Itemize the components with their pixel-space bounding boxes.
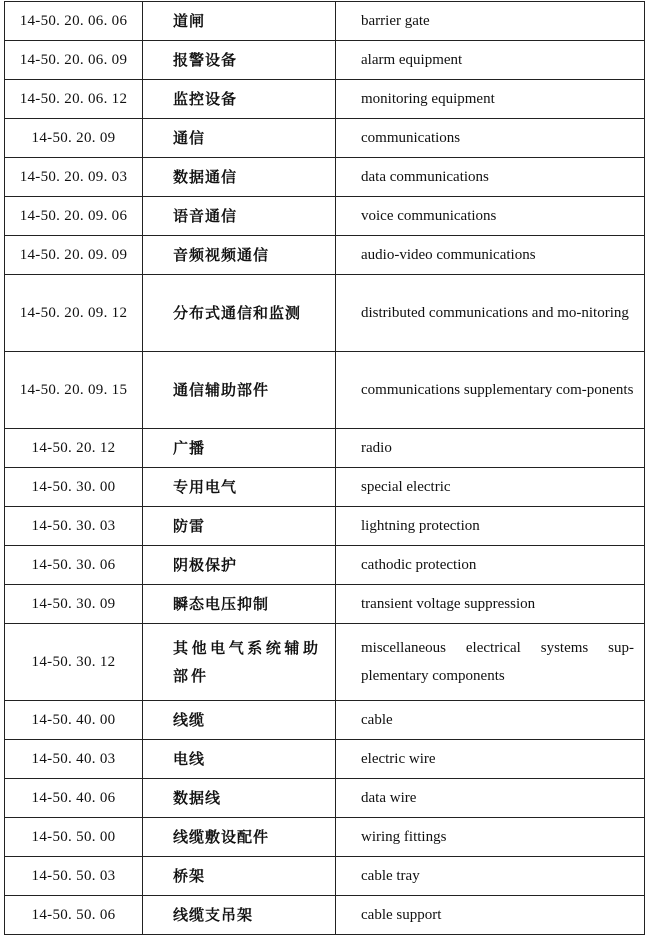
chinese-term-cell: 数据通信 bbox=[143, 158, 336, 197]
table-row bbox=[5, 429, 645, 468]
chinese-term-cell: 通信 bbox=[143, 119, 336, 158]
chinese-term-cell: 瞬态电压抑制 bbox=[143, 585, 336, 624]
code-cell: 14-50. 30. 03 bbox=[5, 507, 143, 546]
code-cell: 14-50. 20. 06. 09 bbox=[5, 41, 143, 80]
code-cell: 14-50. 50. 06 bbox=[5, 896, 143, 935]
english-term-cell: special electric bbox=[336, 468, 645, 507]
code-cell: 14-50. 20. 09. 15 bbox=[5, 352, 143, 429]
english-term-cell: monitoring equipment bbox=[336, 80, 645, 119]
english-term-cell: wiring fittings bbox=[336, 818, 645, 857]
english-term-cell: radio bbox=[336, 429, 645, 468]
english-term-cell: communications bbox=[336, 119, 645, 158]
chinese-term-cell: 音频视频通信 bbox=[143, 236, 336, 275]
code-cell: 14-50. 20. 09. 03 bbox=[5, 158, 143, 197]
code-cell: 14-50. 20. 09. 06 bbox=[5, 197, 143, 236]
chinese-term-cell: 线缆支吊架 bbox=[143, 896, 336, 935]
table-row bbox=[5, 701, 645, 740]
chinese-term-cell: 分布式通信和监测 bbox=[143, 275, 336, 352]
english-term-cell: communications supplementary com-ponents bbox=[336, 352, 645, 429]
code-cell: 14-50. 30. 12 bbox=[5, 624, 143, 701]
chinese-term-cell: 数据线 bbox=[143, 779, 336, 818]
table-row bbox=[5, 80, 645, 119]
table-row bbox=[5, 624, 645, 701]
code-cell: 14-50. 20. 09 bbox=[5, 119, 143, 158]
english-term-cell: data communications bbox=[336, 158, 645, 197]
table-row bbox=[5, 197, 645, 236]
table-body bbox=[5, 2, 645, 935]
table-row bbox=[5, 896, 645, 935]
table-row bbox=[5, 585, 645, 624]
table-row bbox=[5, 546, 645, 585]
classification-table bbox=[4, 1, 645, 935]
english-term-cell: barrier gate bbox=[336, 2, 645, 41]
chinese-term-cell: 报警设备 bbox=[143, 41, 336, 80]
table-row bbox=[5, 507, 645, 546]
code-cell: 14-50. 50. 00 bbox=[5, 818, 143, 857]
table-row bbox=[5, 41, 645, 80]
table-row bbox=[5, 818, 645, 857]
english-term-cell: audio-video communications bbox=[336, 236, 645, 275]
english-term-cell: data wire bbox=[336, 779, 645, 818]
chinese-term-cell: 其他电气系统辅助部件 bbox=[143, 624, 336, 701]
code-cell: 14-50. 30. 06 bbox=[5, 546, 143, 585]
code-cell: 14-50. 20. 06. 12 bbox=[5, 80, 143, 119]
code-cell: 14-50. 30. 00 bbox=[5, 468, 143, 507]
chinese-term-cell: 专用电气 bbox=[143, 468, 336, 507]
english-term-cell: cable bbox=[336, 701, 645, 740]
table-row bbox=[5, 468, 645, 507]
chinese-term-cell: 桥架 bbox=[143, 857, 336, 896]
table-row bbox=[5, 352, 645, 429]
table-row bbox=[5, 2, 645, 41]
english-term-cell: cable support bbox=[336, 896, 645, 935]
english-term-cell: lightning protection bbox=[336, 507, 645, 546]
code-cell: 14-50. 40. 03 bbox=[5, 740, 143, 779]
english-term-cell: miscellaneous electrical systems sup-plementary components bbox=[336, 624, 645, 701]
chinese-term-cell: 广播 bbox=[143, 429, 336, 468]
chinese-term-cell: 监控设备 bbox=[143, 80, 336, 119]
chinese-term-cell: 通信辅助部件 bbox=[143, 352, 336, 429]
english-term-cell: transient voltage suppression bbox=[336, 585, 645, 624]
table-row bbox=[5, 740, 645, 779]
code-cell: 14-50. 30. 09 bbox=[5, 585, 143, 624]
english-term-cell: electric wire bbox=[336, 740, 645, 779]
code-cell: 14-50. 20. 06. 06 bbox=[5, 2, 143, 41]
table-row bbox=[5, 857, 645, 896]
chinese-term-cell: 电线 bbox=[143, 740, 336, 779]
table-row bbox=[5, 236, 645, 275]
chinese-term-cell: 阴极保护 bbox=[143, 546, 336, 585]
chinese-term-cell: 防雷 bbox=[143, 507, 336, 546]
code-cell: 14-50. 40. 00 bbox=[5, 701, 143, 740]
code-cell: 14-50. 40. 06 bbox=[5, 779, 143, 818]
code-cell: 14-50. 50. 03 bbox=[5, 857, 143, 896]
code-cell: 14-50. 20. 09. 09 bbox=[5, 236, 143, 275]
english-term-cell: voice communications bbox=[336, 197, 645, 236]
english-term-cell: cathodic protection bbox=[336, 546, 645, 585]
table-row bbox=[5, 779, 645, 818]
chinese-term-cell: 线缆敷设配件 bbox=[143, 818, 336, 857]
english-term-cell: alarm equipment bbox=[336, 41, 645, 80]
table-row bbox=[5, 158, 645, 197]
chinese-term-cell: 线缆 bbox=[143, 701, 336, 740]
table-row bbox=[5, 119, 645, 158]
english-term-cell: distributed communications and mo-nitoring bbox=[336, 275, 645, 352]
code-cell: 14-50. 20. 12 bbox=[5, 429, 143, 468]
table-row bbox=[5, 275, 645, 352]
chinese-term-cell: 语音通信 bbox=[143, 197, 336, 236]
chinese-term-cell: 道闸 bbox=[143, 2, 336, 41]
code-cell: 14-50. 20. 09. 12 bbox=[5, 275, 143, 352]
english-term-cell: cable tray bbox=[336, 857, 645, 896]
